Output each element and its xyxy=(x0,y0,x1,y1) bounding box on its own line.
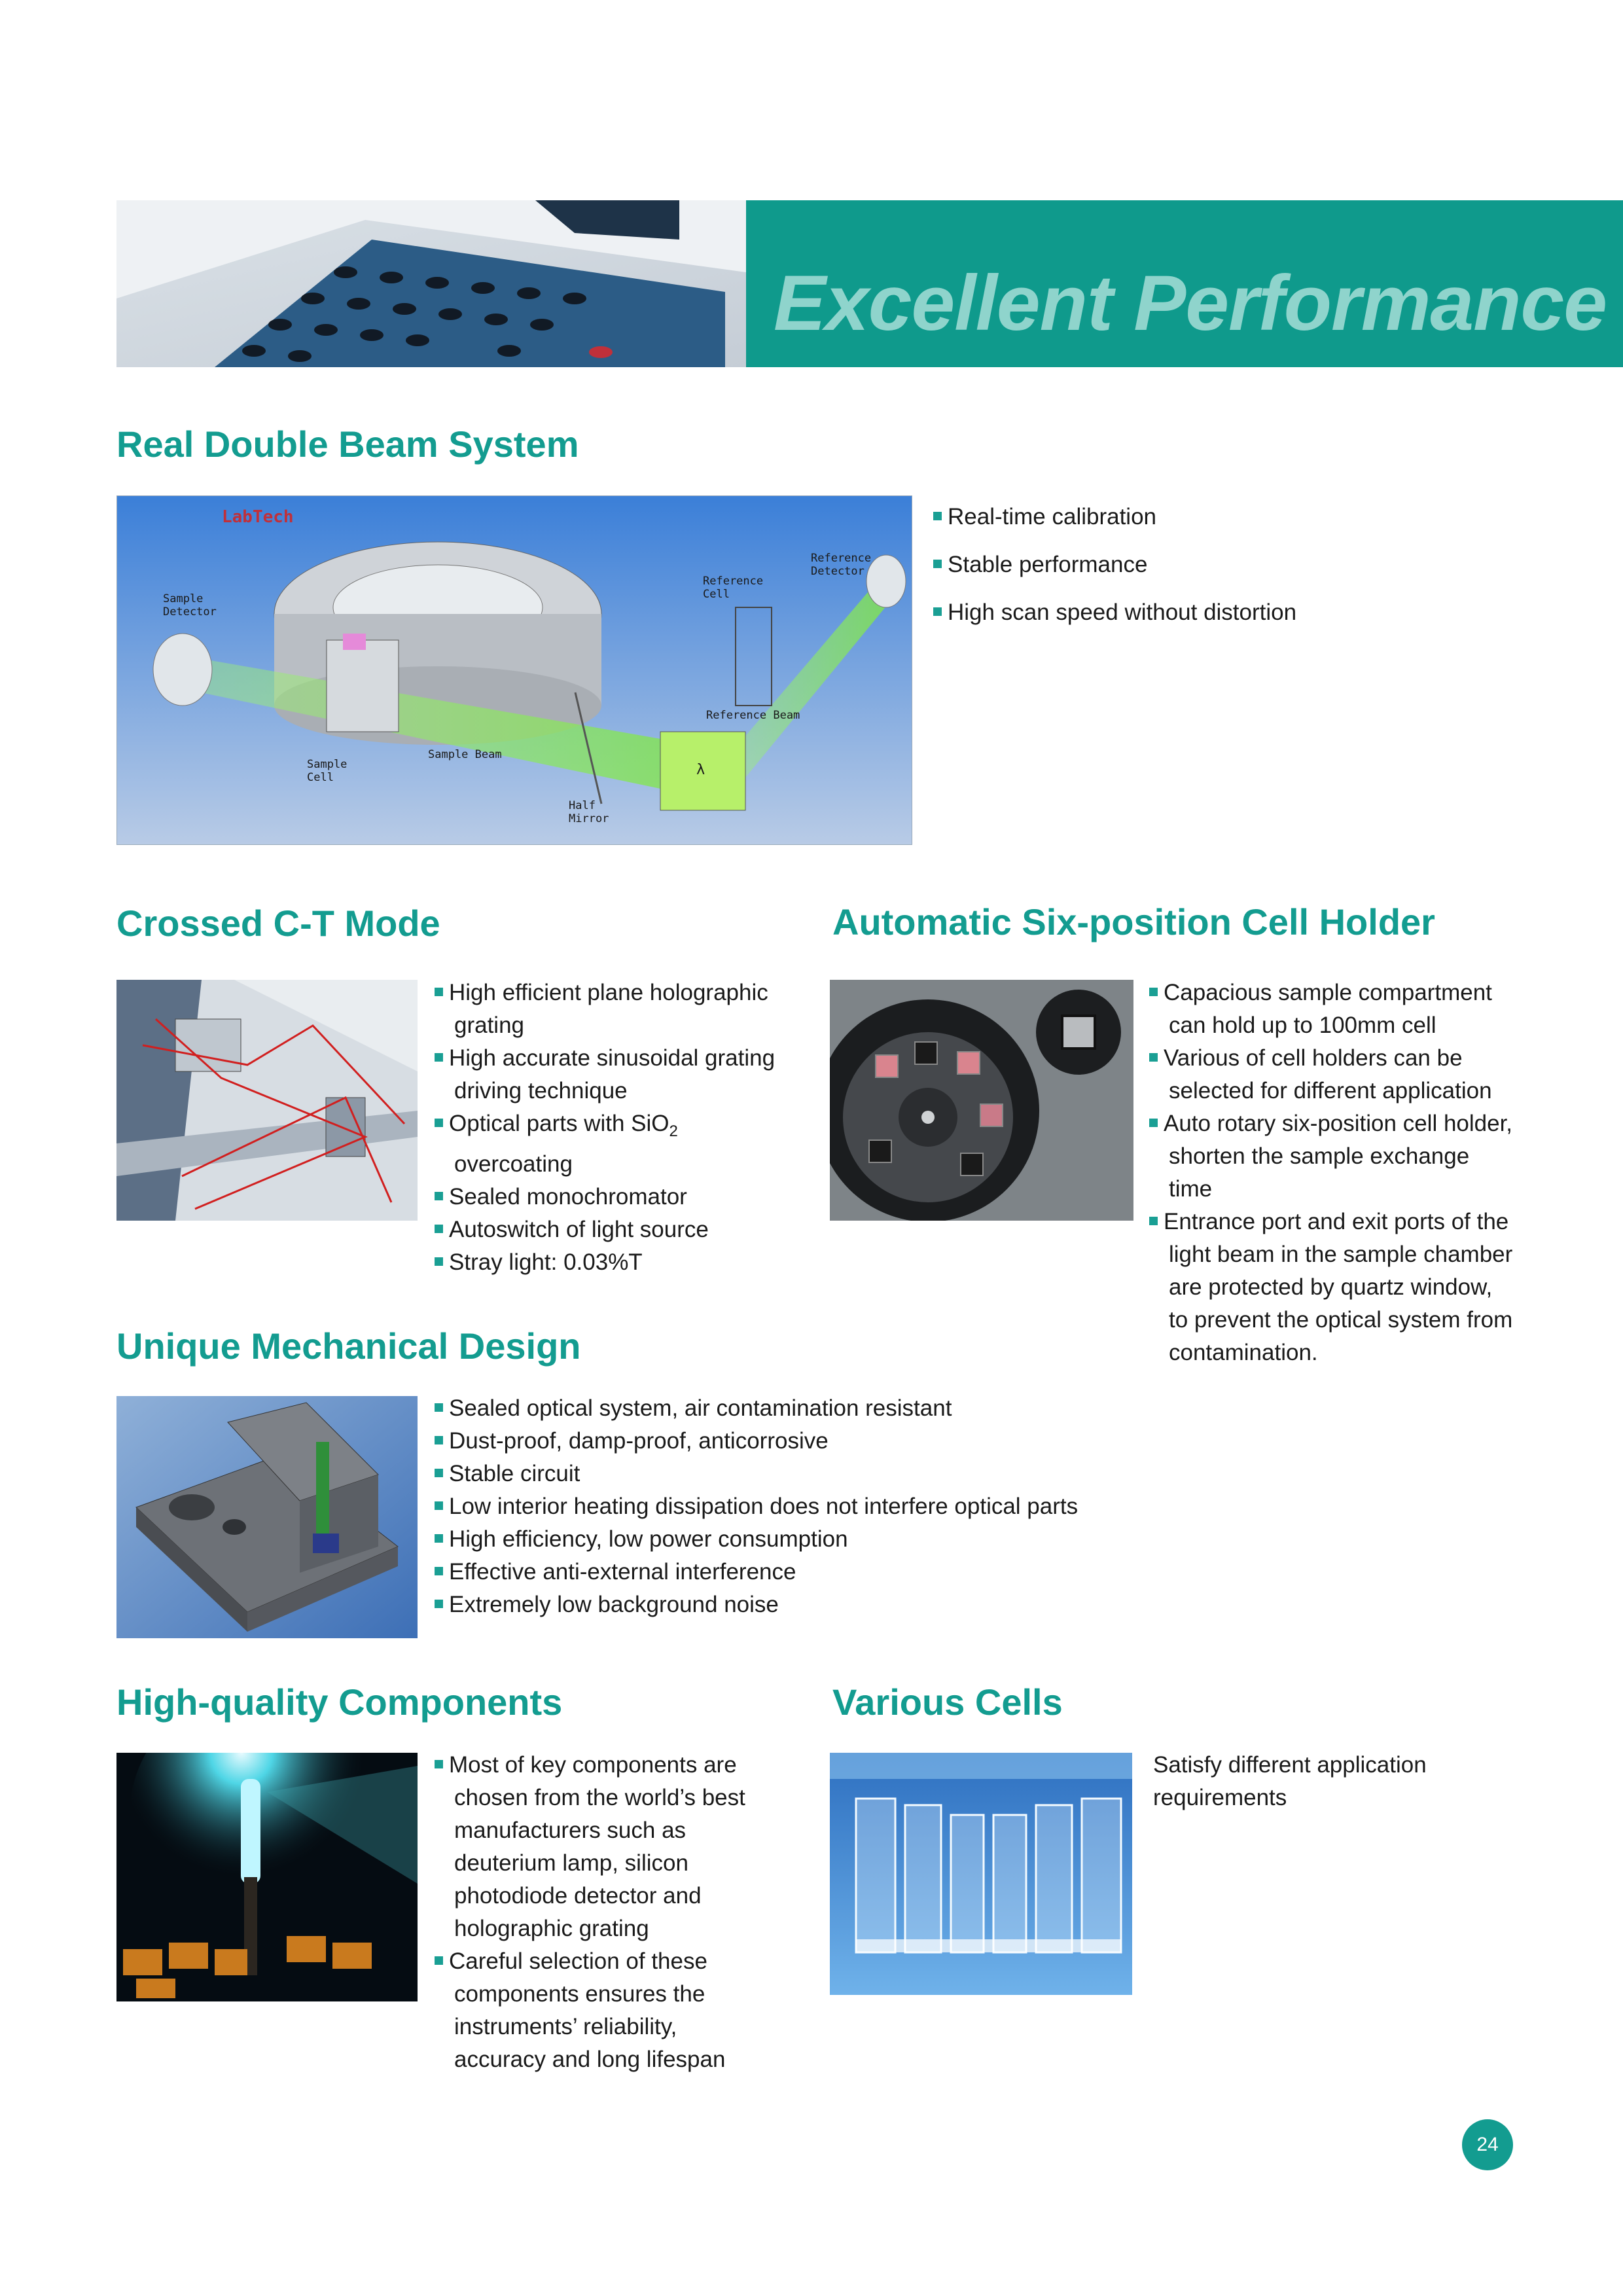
mechanical-bullets xyxy=(435,1392,1154,1621)
list-item: Low interior heating dissipation does not interfere optical parts xyxy=(435,1490,1154,1523)
bullet-square-icon xyxy=(1149,1053,1158,1062)
bullet-square-icon xyxy=(435,1192,443,1200)
list-item: Dust-proof, damp-proof, anticorrosive xyxy=(435,1425,1154,1458)
section-title-cell-holder: Automatic Six-position Cell Holder xyxy=(832,901,1435,942)
bullet-square-icon xyxy=(435,1225,443,1233)
list-item: Careful selection of these components ensures the instruments’ reliability, accuracy and long lifespan xyxy=(435,1945,762,2076)
bullet-square-icon xyxy=(933,607,942,616)
diagram-label-reference-beam: Reference Beam xyxy=(706,709,800,722)
header-keypad-photo xyxy=(116,200,746,367)
list-item: Most of key components are chosen from the world’s best manufacturers such as deuterium lamp, silicon photodiode detector and holographic grating xyxy=(435,1749,762,1945)
cuvettes-photo xyxy=(830,1753,1132,1995)
crossed-ct-photo xyxy=(116,980,418,1221)
list-item: Stable performance xyxy=(933,541,1588,588)
list-item: Sealed monochromator xyxy=(435,1181,801,1213)
bullet-square-icon xyxy=(435,1567,443,1575)
bullet-square-icon xyxy=(435,1469,443,1477)
diagram-label-sample-detector-2: Detector xyxy=(163,605,217,619)
page-number-badge xyxy=(1462,2119,1513,2170)
cell-holder-bullets xyxy=(1149,977,1516,1369)
components-bullets xyxy=(435,1749,762,2076)
diagram-label-sample-detector-1: Sample xyxy=(163,592,204,605)
cells-description: Satisfy different application requirements xyxy=(1153,1752,1427,1810)
page-number: 24 xyxy=(1476,2134,1499,2155)
diagram-brand-label: LabTech xyxy=(222,507,294,527)
list-item: High efficient plane holographic grating xyxy=(435,977,801,1042)
bullet-square-icon xyxy=(435,1534,443,1543)
double-beam-diagram xyxy=(116,495,912,845)
section-title-components: High-quality Components xyxy=(116,1681,563,1723)
diagram-label-sample-beam: Sample Beam xyxy=(428,748,502,761)
list-item: High efficiency, low power consumption xyxy=(435,1523,1154,1556)
bullet-square-icon xyxy=(435,1053,443,1062)
list-item: Extremely low background noise xyxy=(435,1588,1154,1621)
list-item: Sealed optical system, air contamination resistant xyxy=(435,1392,1154,1425)
diagram-label-half-mirror-2: Mirror xyxy=(569,812,609,825)
page-title: Excellent Performance xyxy=(774,259,1607,347)
diagram-label-reference-cell-1: Reference xyxy=(703,575,764,588)
diagram-label-sample-cell-1: Sample xyxy=(307,758,348,771)
bullet-square-icon xyxy=(435,988,443,996)
bullet-square-icon xyxy=(933,560,942,568)
bullet-square-icon xyxy=(933,512,942,520)
bullet-square-icon xyxy=(1149,988,1158,996)
header-banner xyxy=(746,200,1623,367)
bullet-square-icon xyxy=(435,1436,443,1444)
list-item: Stray light: 0.03%T xyxy=(435,1246,801,1279)
bullet-square-icon xyxy=(1149,1119,1158,1127)
section-title-mechanical: Unique Mechanical Design xyxy=(116,1325,581,1367)
diagram-label-reference-cell-2: Cell xyxy=(703,588,730,601)
mechanical-design-render xyxy=(116,1396,418,1638)
crossed-ct-bullets xyxy=(435,977,801,1279)
cell-holder-photo xyxy=(830,980,1133,1221)
list-item: Various of cell holders can be selected for different application xyxy=(1149,1042,1516,1107)
bullet-square-icon xyxy=(435,1760,443,1768)
list-item: Auto rotary six-position cell holder, shorten the sample exchange time xyxy=(1149,1107,1516,1206)
bullet-square-icon xyxy=(435,1403,443,1412)
list-item: Optical parts with SiO$_2$ overcoating xyxy=(435,1107,801,1181)
diagram-label-sample-cell-2: Cell xyxy=(307,771,334,784)
list-item: Stable circuit xyxy=(435,1458,1154,1490)
diagram-label-half-mirror-1: Half xyxy=(569,799,596,812)
bullet-square-icon xyxy=(435,1956,443,1965)
list-item: Effective anti-external interference xyxy=(435,1556,1154,1588)
diagram-label-reference-detector-1: Reference xyxy=(811,552,872,565)
list-item: Real-time calibration xyxy=(933,493,1588,541)
list-item: High scan speed without distortion xyxy=(933,588,1588,636)
list-item: Entrance port and exit ports of the light beam in the sample chamber are protected by quartz window, to prevent the optical system from contamination. xyxy=(1149,1206,1516,1369)
section-title-cells: Various Cells xyxy=(832,1681,1063,1723)
list-item: Capacious sample compartment can hold up to 100mm cell xyxy=(1149,977,1516,1042)
bullet-square-icon xyxy=(435,1600,443,1608)
bullet-square-icon xyxy=(435,1501,443,1510)
double-beam-bullets xyxy=(933,493,1588,636)
list-item: High accurate sinusoidal grating driving technique xyxy=(435,1042,801,1107)
section-title-double-beam: Real Double Beam System xyxy=(116,423,579,465)
section-title-crossed-ct: Crossed C-T Mode xyxy=(116,903,440,944)
list-item: Autoswitch of light source xyxy=(435,1213,801,1246)
bullet-square-icon xyxy=(435,1119,443,1127)
diagram-label-reference-detector-2: Detector xyxy=(811,565,865,578)
components-photo xyxy=(116,1753,418,2001)
diagram-label-lambda: λ xyxy=(696,762,705,778)
bullet-square-icon xyxy=(1149,1217,1158,1225)
bullet-square-icon xyxy=(435,1257,443,1266)
